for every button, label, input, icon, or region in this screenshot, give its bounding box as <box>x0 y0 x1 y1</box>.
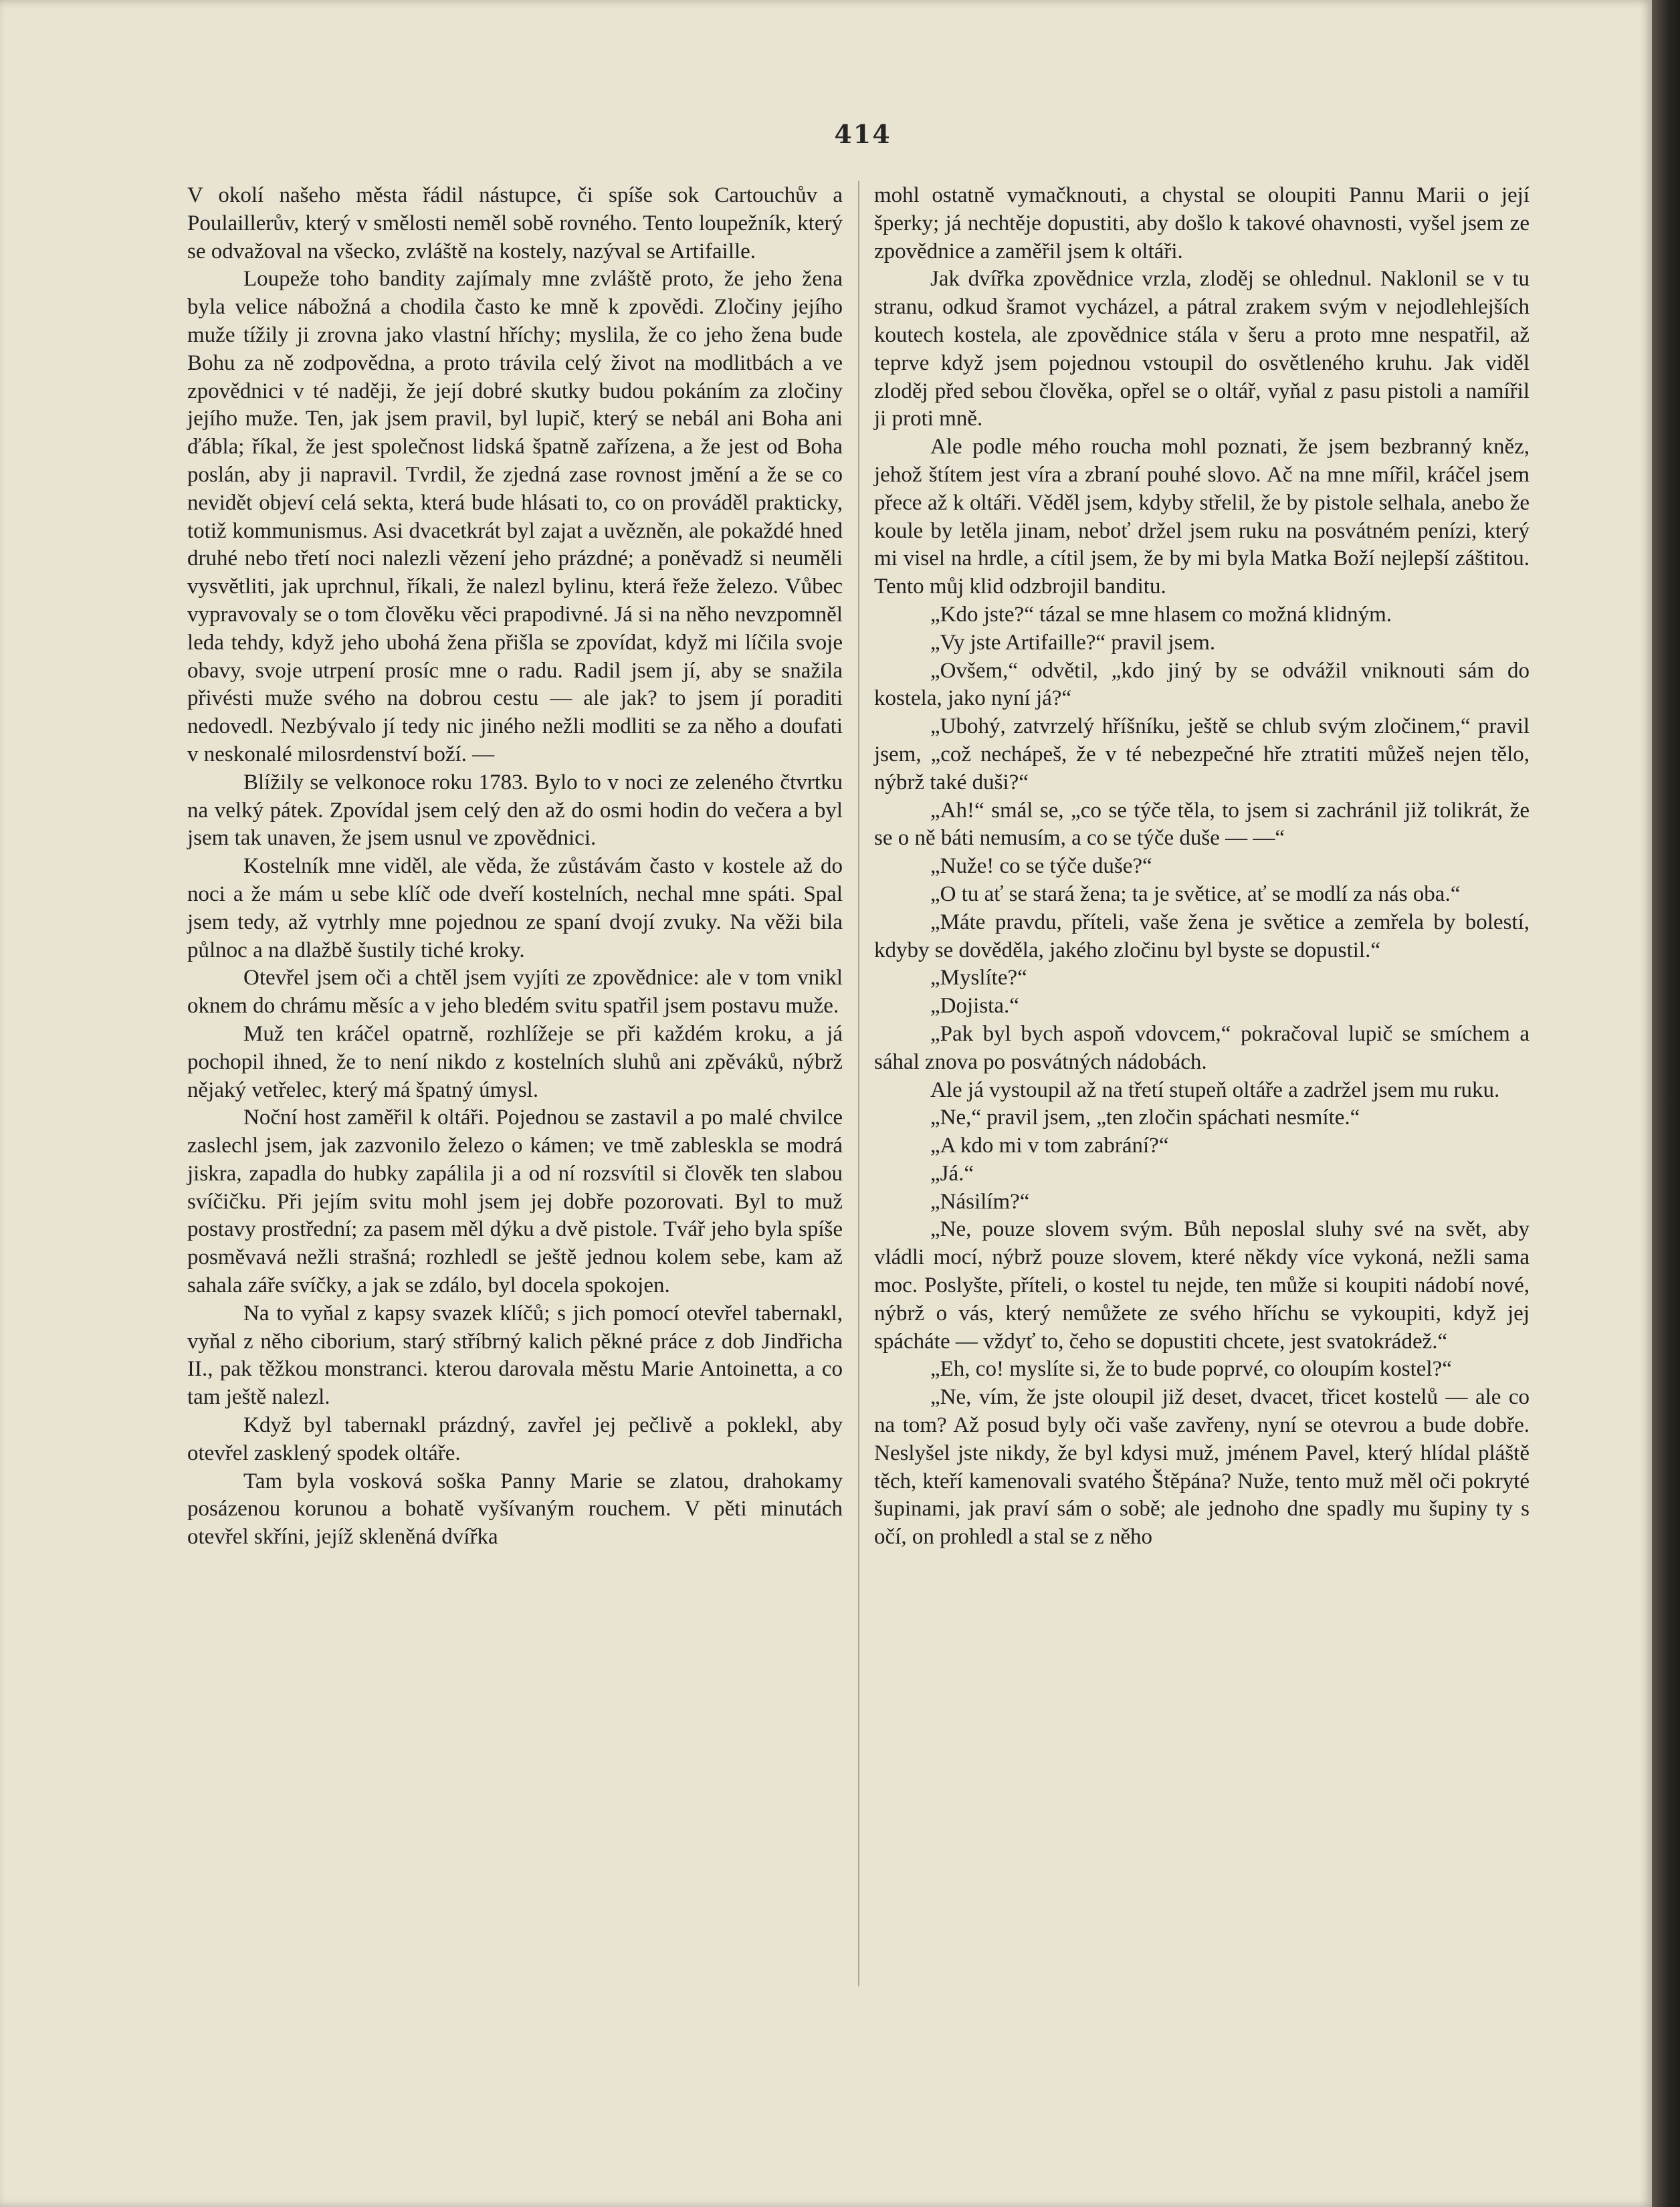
paragraph: Blížily se velkonoce roku 1783. Bylo to v noci ze zeleného čtvrtku na velký pátek. Zpovídal jsem celý den až do osmi hodin do večera a byl jsem tak unaven, že jsem usnul ve zpovědnici. <box>187 770 843 851</box>
paragraph: „Vy jste Artifaille?“ pravil jsem. <box>930 630 1216 655</box>
paragraph: Loupeže toho bandity zajímaly mne zvláště proto, že jeho žena byla velice nábožná a chodila často ke mně k zpovědi. Zločiny jejího muže tížily ji zrovna jako vlastní hříchy; myslila, že co jeho žena bude Bohu za ně zodpovědna, a proto trávila celý život na modlitbách a ve zpovědnici v té naději, že její dobré skutky budou pokáním za zločiny jejího muže. Ten, jak jsem pravil, byl lupič, který se nebál ani Boha ani ďábla; říkal, že jest společnost lidská špatně zařízena, a že jest od Boha poslán, aby ji napravil. Tvrdil, že zjedná zase rovnost jmění a že se co nevidět objeví celá sekta, která bude hlásati to, co on prováděl prakticky, totiž kommunismus. Asi dvacetkrát byl zajat a uvězněn, ale pokaždé hned druhé nebo třetí noci nalezli vězení jeho prázdné; a poněvadž si neuměli vysvětliti, jak uprchnul, říkali, že nalezl bylinu, která řeže železo. Vůbec vypravovaly se o tom člověku věci prapodivné. Já si na něho nevzpomněl leda tehdy, když jeho ubohá žena přišla se zpovídat, když mi líčila svoje obavy, svoje utrpení prosíc mne o radu. Radil jsem jí, aby se snažila přivésti muže svého na dobrou cestu — ale jak? to jsem jí poraditi nedovedl. Nezbývalo jí tedy nic jiného nežli modliti se za něho a doufati v neskonalé milosrdenství boží. — <box>187 267 843 766</box>
paragraph: „Ne, pouze slovem svým. Bůh neposlal sluhy své na svět, aby vládli mocí, nýbrž pouze slovem, které někdy více vykoná, nežli sama moc. Poslyšte, příteli, o kostel tu nejde, ten může si koupiti nádobí nové, nýbrž o vás, který nemůžete ze svého hříchu se vykoupiti, když jej spácháte — vždyť to, čeho se dopustiti chcete, jest svatokrádež.“ <box>874 1217 1530 1354</box>
paragraph: „Nuže! co se týče duše?“ <box>930 854 1152 879</box>
paragraph: „Máte pravdu, příteli, vaše žena je světice a zemřela by bolestí, kdyby se dověděla, jakého zločinu byl byste se dopustil.“ <box>874 910 1530 962</box>
paragraph: „Dojista.“ <box>930 994 1019 1019</box>
paragraph: „Ovšem,“ odvětil, „kdo jiný by se odvážil vniknouti sám do kostela, jako nyní já?“ <box>874 658 1530 711</box>
paragraph: Otevřel jsem oči a chtěl jsem vyjíti ze zpovědnice: ale v tom vnikl oknem do chrámu měsíc a v jeho bledém svitu spatřil jsem postavu muže. <box>187 966 843 1019</box>
book-binding-edge <box>1652 0 1680 2207</box>
paragraph: „A kdo mi v tom zabrání?“ <box>930 1134 1169 1158</box>
paragraph: Tam byla vosková soška Panny Marie se zlatou, drahokamy posázenou korunou a bohatě vyšívaným rouchem. V pěti minutách otevřel skříni, jejíž skleněná dvířka <box>187 1469 843 1550</box>
paragraph: „Násilím?“ <box>930 1189 1030 1214</box>
paragraph: Když byl tabernakl prázdný, zavřel jej pečlivě a poklekl, aby otevřel zasklený spodek oltáře. <box>187 1413 843 1465</box>
paragraph: Ale podle mého roucha mohl poznati, že jsem bezbranný kněz, jehož štítem jest víra a zbraní pouhé slovo. Ač na mne mířil, kráčel jsem přece až k oltáři. Věděl jsem, kdyby střelil, že by pistole selhala, anebo že koule by letěla jinam, neboť držel jsem ruku na posvátném penízi, který mi visel na hrdle, a cítil jsem, že by mi byla Matka Boží nejlepší záštitou. Tento můj klid odzbrojil banditu. <box>874 435 1530 599</box>
paragraph: „Kdo jste?“ tázal se mne hlasem co možná klidným. <box>930 602 1392 627</box>
paragraph: Jak dvířka zpovědnice vrzla, zloděj se ohlednul. Naklonil se v tu stranu, odkud šramot vycházel, a pátral zrakem svým v nejodlehlejších koutech kostela, ale zpovědnice stála v šeru a proto mne nespatřil, až teprve když jsem pojednou vstoupil do osvětleného kruhu. Jak viděl zloděj před sebou člověka, opřel se o oltář, vyňal z pasu pistoli a namířil ji proti mně. <box>874 267 1530 431</box>
paragraph: „Eh, co! myslíte si, že to bude poprvé, co oloupím kostel?“ <box>930 1357 1452 1382</box>
paragraph: Muž ten kráčel opatrně, rozhlížeje se při každém kroku, a já pochopil ihned, že to není nikdo z kostelních sluhů ani zpěváků, nýbrž nějaký vetřelec, který má špatný úmysl. <box>187 1021 843 1102</box>
paragraph: „Já.“ <box>930 1161 974 1186</box>
paragraph: „Ne,“ pravil jsem, „ten zločin spáchati nesmíte.“ <box>930 1106 1360 1130</box>
column-divider <box>858 181 859 1986</box>
paragraph: Na to vyňal z kapsy svazek klíčů; s jich pomocí otevřel tabernakl, vyňal z něho ciborium, starý stříbrný kalich pěkné práce z dob Jindřicha II., pak těžkou monstranci. kterou darovala městu Marie Antoinetta, a co tam ještě nalezl. <box>187 1301 843 1410</box>
paragraph: mohl ostatně vymačknouti, a chystal se oloupiti Pannu Marii o její šperky; já nechtěje dopustiti, aby došlo k takové ohavnosti, vyšel jsem ze zpovědnice a zaměřil jsem k oltáři. <box>874 183 1530 264</box>
paragraph: „Ne, vím, že jste oloupil již deset, dvacet, třicet kostelů — ale co na tom? Až posud byly oči vaše zavřeny, nyní se otevrou a bude dobře. Neslyšel jste nikdy, že byl kdysi muž, jménem Pavel, který hlídal pláště těch, kteří kamenovali svatého Štěpána? Nuže, tento muž měl oči pokryté šupinami, jak praví sám o sobě; ale jednoho dne spadly mu šupiny ty s očí, on prohledl a stal se z něho <box>874 1385 1530 1550</box>
left-text-column <box>187 182 843 1552</box>
paragraph: „Ubohý, zatvrzelý hříšníku, ještě se chlub svým zločinem,“ pravil jsem, „což nechápeš, že v té nebezpečné hře ztratiti můžeš nejen tělo, nýbrž také duši?“ <box>874 714 1530 795</box>
paragraph: „Pak byl bych aspoň vdovcem,“ pokračoval lupič se smíchem a sáhal znova po posvátných nádobách. <box>874 1021 1530 1074</box>
right-text-column <box>874 182 1530 1552</box>
paragraph: Ale já vystoupil až na třetí stupeň oltáře a zadržel jsem mu ruku. <box>930 1077 1500 1102</box>
page-number: 414 <box>834 119 891 149</box>
paragraph: Kostelník mne viděl, ale věda, že zůstávám často v kostele až do noci a že mám u sebe klíč ode dveří kostelních, nechal mne spáti. Spal jsem tedy, až vytrhly mne pojednou ze spaní dvojí zvuky. Na věži bila půlnoc a na dlažbě šustily tiché kroky. <box>187 854 843 962</box>
paragraph: „Myslíte?“ <box>930 966 1027 990</box>
paragraph: „O tu ať se stará žena; ta je světice, ať se modlí za nás oba.“ <box>930 881 1461 906</box>
paragraph: Noční host zaměřil k oltáři. Pojednou se zastavil a po malé chvilce zaslechl jsem, jak zazvonilo železo o kámen; ve tmě zableskla se modrá jiskra, zapadla do hubky zapálila ji a od ní rozsvítil si člověk ten slabou svíčičku. Při jejím svitu mohl jsem jej dobře pozorovati. Byl to muž postavy prostřední; za pasem měl dýku a dvě pistole. Tvář jeho byla spíše posměvavá nežli strašná; rozhledl se ještě jednou kolem sebe, kam až sahala záře svíčky, a jak se zdálo, byl docela spokojen. <box>187 1106 843 1298</box>
paragraph: „Ah!“ smál se, „co se týče těla, to jsem si zachránil již tolikrát, že se o ně báti nemusím, a co se týče duše — —“ <box>874 798 1530 851</box>
paragraph: V okolí našeho města řádil nástupce, či spíše sok Cartouchův a Poulaillerův, který v smělosti neměl sobě rovného. Tento loupežník, který se odvažoval na všecko, zvláště na kostely, nazýval se Artifaille. <box>187 183 843 264</box>
